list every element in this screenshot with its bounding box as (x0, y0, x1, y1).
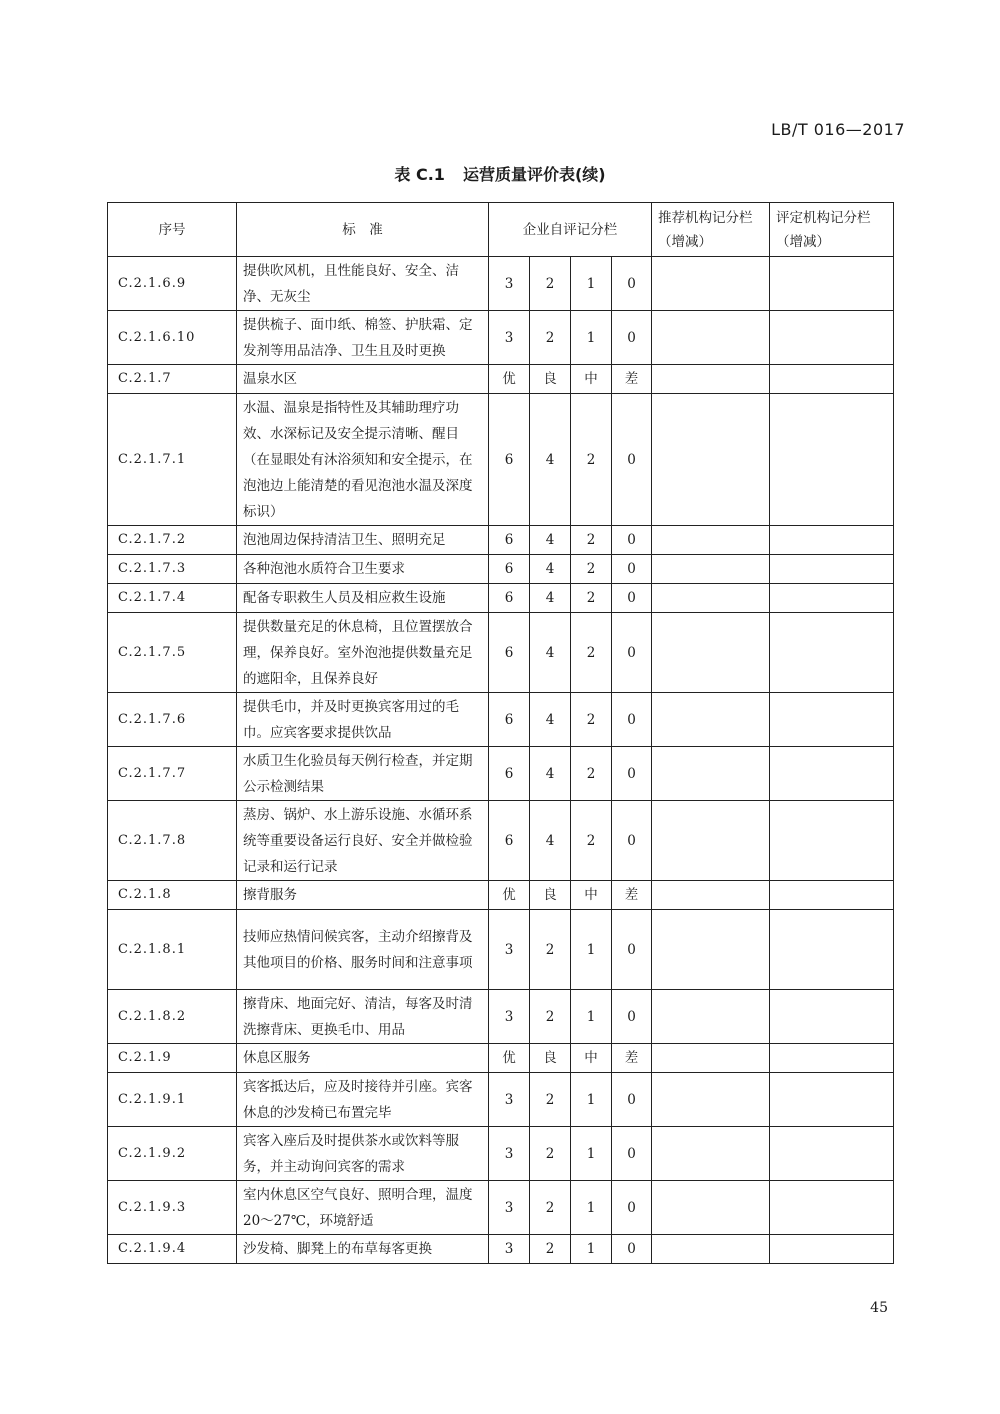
row-score-cell: 2 (571, 747, 612, 801)
assess-score-cell (770, 257, 894, 311)
header-seq: 序号 (108, 203, 237, 257)
row-score-cell: 0 (612, 584, 652, 613)
row-standard: 宾客入座后及时提供茶水或饮料等服务，并主动询问宾客的需求 (237, 1127, 489, 1181)
row-score-cell: 2 (571, 394, 612, 526)
recommend-score-cell (652, 555, 770, 584)
assess-score-cell (770, 1235, 894, 1264)
row-score-cell: 3 (489, 1073, 530, 1127)
table-title (0, 162, 1000, 185)
table-row (108, 311, 894, 365)
row-score-cell: 0 (612, 693, 652, 747)
row-score-cell: 0 (612, 747, 652, 801)
row-score-cell: 6 (489, 747, 530, 801)
row-code: C.2.1.7 (108, 365, 237, 394)
row-code: C.2.1.6.9 (108, 257, 237, 311)
table-row (108, 990, 894, 1044)
assess-score-cell (770, 801, 894, 881)
row-standard: 温泉水区 (237, 365, 489, 394)
row-score-cell: 4 (530, 747, 571, 801)
row-code: C.2.1.7.6 (108, 693, 237, 747)
row-code: C.2.1.7.5 (108, 613, 237, 693)
row-score-cell: 2 (530, 1073, 571, 1127)
row-standard: 擦背服务 (237, 881, 489, 910)
row-score-cell: 0 (612, 1127, 652, 1181)
row-score-cell: 2 (571, 693, 612, 747)
recommend-score-cell (652, 257, 770, 311)
row-score-cell: 2 (530, 1127, 571, 1181)
row-score-cell: 2 (571, 584, 612, 613)
row-score-cell: 差 (612, 365, 652, 394)
row-standard: 水质卫生化验员每天例行检查，并定期公示检测结果 (237, 747, 489, 801)
row-score-cell: 4 (530, 613, 571, 693)
page-number: 45 (870, 1300, 888, 1316)
header-recommend: 推荐机构记分栏（增减） (652, 203, 770, 257)
row-code: C.2.1.9.4 (108, 1235, 237, 1264)
row-score-cell: 差 (612, 881, 652, 910)
row-code: C.2.1.9.1 (108, 1073, 237, 1127)
row-standard: 泡池周边保持清洁卫生、照明充足 (237, 526, 489, 555)
table-row (108, 257, 894, 311)
row-score-cell: 3 (489, 1235, 530, 1264)
row-score-cell: 2 (571, 555, 612, 584)
row-standard: 休息区服务 (237, 1044, 489, 1073)
table-row (108, 1235, 894, 1264)
table-row (108, 910, 894, 990)
row-standard: 提供毛巾，并及时更换宾客用过的毛巾。应宾客要求提供饮品 (237, 693, 489, 747)
table-row (108, 693, 894, 747)
header-self-eval: 企业自评记分栏 (489, 203, 652, 257)
row-score-cell: 差 (612, 1044, 652, 1073)
row-score-cell: 4 (530, 555, 571, 584)
row-score-cell: 1 (571, 990, 612, 1044)
row-standard: 各种泡池水质符合卫生要求 (237, 555, 489, 584)
row-score-cell: 6 (489, 801, 530, 881)
row-code: C.2.1.7.8 (108, 801, 237, 881)
row-standard: 沙发椅、脚凳上的布草每客更换 (237, 1235, 489, 1264)
table-header-row (108, 203, 894, 257)
row-standard: 提供吹风机，且性能良好、安全、洁净、无灰尘 (237, 257, 489, 311)
table-number: 表 C.1 (394, 165, 445, 184)
row-standard: 擦背床、地面完好、清洁，每客及时清洗擦背床、更换毛巾、用品 (237, 990, 489, 1044)
recommend-score-cell (652, 1127, 770, 1181)
recommend-score-cell (652, 1044, 770, 1073)
row-standard: 水温、温泉是指特性及其辅助理疗功效、水深标记及安全提示清晰、醒目（在显眼处有沐浴须知和安全提示，在泡池边上能清楚的看见泡池水温及深度标识） (237, 394, 489, 526)
row-score-cell: 中 (571, 1044, 612, 1073)
row-score-cell: 0 (612, 555, 652, 584)
assess-score-cell (770, 1181, 894, 1235)
table-row (108, 584, 894, 613)
row-score-cell: 良 (530, 881, 571, 910)
table-row (108, 801, 894, 881)
row-score-cell: 1 (571, 257, 612, 311)
row-standard: 蒸房、锅炉、水上游乐设施、水循环系统等重要设备运行良好、安全并做检验记录和运行记录 (237, 801, 489, 881)
row-score-cell: 6 (489, 394, 530, 526)
row-score-cell: 6 (489, 526, 530, 555)
table-row (108, 1073, 894, 1127)
assess-score-cell (770, 613, 894, 693)
recommend-score-cell (652, 747, 770, 801)
assess-score-cell (770, 584, 894, 613)
row-score-cell: 3 (489, 990, 530, 1044)
assess-score-cell (770, 1127, 894, 1181)
row-code: C.2.1.7.3 (108, 555, 237, 584)
row-code: C.2.1.8 (108, 881, 237, 910)
row-score-cell: 0 (612, 257, 652, 311)
row-score-cell: 4 (530, 693, 571, 747)
row-code: C.2.1.8.1 (108, 910, 237, 990)
recommend-score-cell (652, 1181, 770, 1235)
row-score-cell: 2 (530, 1235, 571, 1264)
header-assess: 评定机构记分栏（增减） (770, 203, 894, 257)
assess-score-cell (770, 881, 894, 910)
row-score-cell: 1 (571, 1181, 612, 1235)
assess-score-cell (770, 747, 894, 801)
recommend-score-cell (652, 365, 770, 394)
row-score-cell: 3 (489, 1181, 530, 1235)
recommend-score-cell (652, 881, 770, 910)
table-row (108, 1044, 894, 1073)
assess-score-cell (770, 311, 894, 365)
document-code: LB/T 016—2017 (771, 120, 905, 139)
row-code: C.2.1.7.1 (108, 394, 237, 526)
row-score-cell: 2 (571, 526, 612, 555)
recommend-score-cell (652, 801, 770, 881)
row-standard: 提供梳子、面巾纸、棉签、护肤霜、定发剂等用品洁净、卫生且及时更换 (237, 311, 489, 365)
row-score-cell: 优 (489, 365, 530, 394)
row-code: C.2.1.9 (108, 1044, 237, 1073)
table-row (108, 747, 894, 801)
recommend-score-cell (652, 1073, 770, 1127)
row-score-cell: 6 (489, 693, 530, 747)
row-code: C.2.1.8.2 (108, 990, 237, 1044)
row-standard: 室内休息区空气良好、照明合理，温度 20～27℃，环境舒适 (237, 1181, 489, 1235)
row-score-cell: 6 (489, 555, 530, 584)
table-row (108, 1181, 894, 1235)
assess-score-cell (770, 365, 894, 394)
row-score-cell: 0 (612, 910, 652, 990)
table-row (108, 555, 894, 584)
recommend-score-cell (652, 693, 770, 747)
recommend-score-cell (652, 526, 770, 555)
assess-score-cell (770, 526, 894, 555)
assess-score-cell (770, 1073, 894, 1127)
table-row (108, 881, 894, 910)
row-score-cell: 2 (530, 257, 571, 311)
row-score-cell: 3 (489, 1127, 530, 1181)
row-standard: 提供数量充足的休息椅，且位置摆放合理，保养良好。室外泡池提供数量充足的遮阳伞，且保养良好 (237, 613, 489, 693)
row-score-cell: 良 (530, 365, 571, 394)
row-score-cell: 0 (612, 1073, 652, 1127)
row-score-cell: 2 (530, 1181, 571, 1235)
assess-score-cell (770, 693, 894, 747)
recommend-score-cell (652, 613, 770, 693)
recommend-score-cell (652, 584, 770, 613)
row-score-cell: 0 (612, 311, 652, 365)
row-standard: 配备专职救生人员及相应救生设施 (237, 584, 489, 613)
header-standard: 标 准 (237, 203, 489, 257)
row-standard: 宾客抵达后，应及时接待并引座。宾客休息的沙发椅已布置完毕 (237, 1073, 489, 1127)
row-code: C.2.1.7.7 (108, 747, 237, 801)
recommend-score-cell (652, 311, 770, 365)
row-score-cell: 2 (530, 910, 571, 990)
recommend-score-cell (652, 910, 770, 990)
row-code: C.2.1.9.2 (108, 1127, 237, 1181)
evaluation-table (107, 202, 894, 1264)
recommend-score-cell (652, 990, 770, 1044)
row-score-cell: 1 (571, 1127, 612, 1181)
row-score-cell: 中 (571, 365, 612, 394)
row-score-cell: 0 (612, 394, 652, 526)
table-body (108, 257, 894, 1264)
row-score-cell: 1 (571, 1073, 612, 1127)
row-score-cell: 1 (571, 910, 612, 990)
assess-score-cell (770, 1044, 894, 1073)
table-row (108, 613, 894, 693)
row-score-cell: 1 (571, 311, 612, 365)
row-score-cell: 2 (571, 613, 612, 693)
row-score-cell: 0 (612, 613, 652, 693)
row-score-cell: 优 (489, 1044, 530, 1073)
row-score-cell: 0 (612, 990, 652, 1044)
assess-score-cell (770, 910, 894, 990)
table-row (108, 1127, 894, 1181)
row-score-cell: 6 (489, 613, 530, 693)
row-score-cell: 0 (612, 1181, 652, 1235)
row-code: C.2.1.7.2 (108, 526, 237, 555)
row-score-cell: 4 (530, 801, 571, 881)
row-score-cell: 中 (571, 881, 612, 910)
recommend-score-cell (652, 394, 770, 526)
table-row (108, 394, 894, 526)
row-score-cell: 良 (530, 1044, 571, 1073)
row-score-cell: 3 (489, 910, 530, 990)
row-score-cell: 2 (530, 990, 571, 1044)
row-score-cell: 3 (489, 257, 530, 311)
table-caption: 运营质量评价表(续) (462, 165, 606, 184)
row-score-cell: 4 (530, 394, 571, 526)
assess-score-cell (770, 555, 894, 584)
row-score-cell: 4 (530, 526, 571, 555)
row-score-cell: 0 (612, 801, 652, 881)
row-score-cell: 1 (571, 1235, 612, 1264)
row-code: C.2.1.6.10 (108, 311, 237, 365)
row-score-cell: 2 (571, 801, 612, 881)
row-code: C.2.1.9.3 (108, 1181, 237, 1235)
row-standard: 技师应热情问候宾客，主动介绍擦背及其他项目的价格、服务时间和注意事项 (237, 910, 489, 990)
row-score-cell: 2 (530, 311, 571, 365)
row-score-cell: 3 (489, 311, 530, 365)
assess-score-cell (770, 394, 894, 526)
row-score-cell: 优 (489, 881, 530, 910)
row-code: C.2.1.7.4 (108, 584, 237, 613)
row-score-cell: 0 (612, 526, 652, 555)
table-row (108, 365, 894, 394)
assess-score-cell (770, 990, 894, 1044)
table-row (108, 526, 894, 555)
row-score-cell: 0 (612, 1235, 652, 1264)
row-score-cell: 4 (530, 584, 571, 613)
recommend-score-cell (652, 1235, 770, 1264)
row-score-cell: 6 (489, 584, 530, 613)
